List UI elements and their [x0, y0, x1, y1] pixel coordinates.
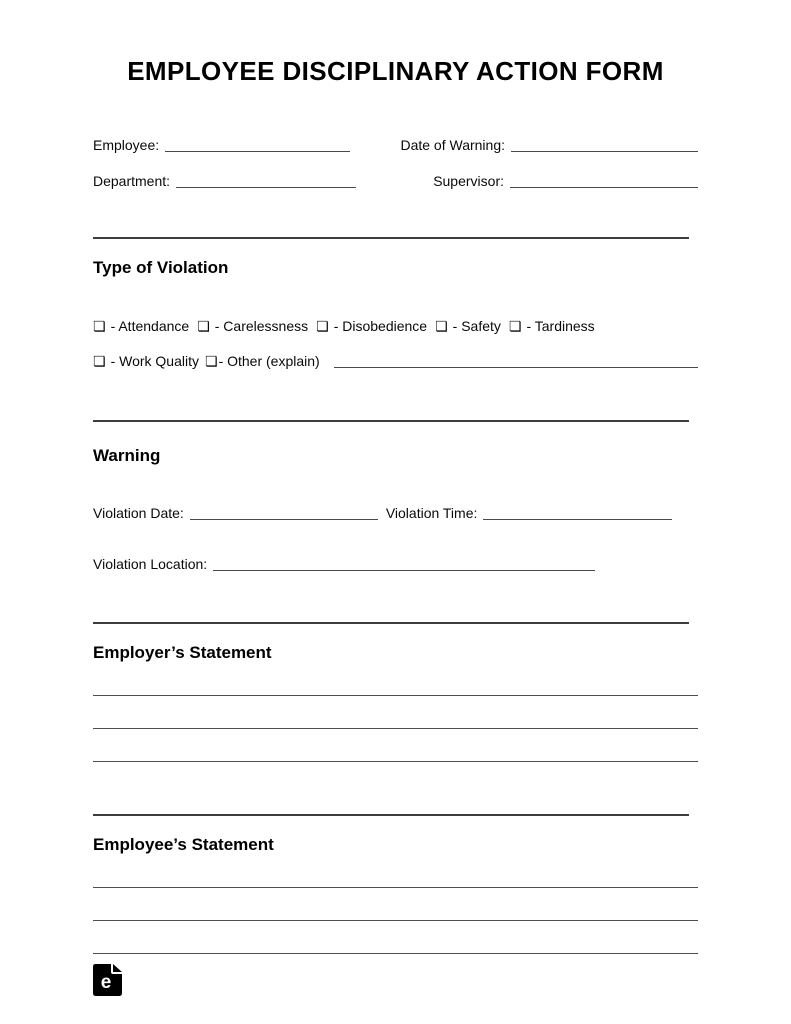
employee-field	[93, 136, 350, 154]
section-divider	[93, 420, 689, 422]
violation-date-field	[93, 504, 378, 522]
checkbox-carelessness[interactable]	[197, 318, 308, 335]
date-of-warning-field	[400, 136, 698, 154]
violation-location-field	[93, 555, 595, 573]
violation-date-input-line[interactable]	[190, 506, 378, 520]
department-input-line[interactable]	[176, 174, 356, 188]
section-divider	[93, 814, 689, 816]
checkbox-icon: ❏	[508, 318, 522, 334]
checkbox-attendance[interactable]	[93, 318, 189, 335]
checkbox-work-quality[interactable]	[93, 353, 199, 370]
date-of-warning-input-line[interactable]	[511, 138, 698, 152]
checkbox-safety[interactable]	[435, 318, 501, 335]
violation-date-time-row	[93, 504, 698, 522]
violation-location-row	[93, 555, 698, 573]
checkbox-disobedience[interactable]	[316, 318, 427, 335]
employer-statement-line-1[interactable]	[93, 663, 698, 696]
checkbox-attendance-label: - Attendance	[110, 318, 190, 334]
section-divider	[93, 237, 689, 239]
employee-label: Employee:	[93, 137, 160, 153]
checkbox-other-label: - Other (explain)	[218, 353, 320, 369]
other-explain-input-line[interactable]	[334, 354, 698, 368]
employee-statement-line-3[interactable]	[93, 921, 698, 954]
checkbox-icon: ❏	[93, 353, 106, 369]
checkbox-work-quality-label: - Work Quality	[110, 353, 199, 369]
department-field	[93, 172, 356, 190]
employer-statement-heading: Employer’s Statement	[93, 643, 272, 662]
checkbox-other[interactable]	[205, 353, 320, 370]
checkbox-icon: ❏	[205, 353, 218, 369]
employer-statement-line-2[interactable]	[93, 696, 698, 729]
violation-options-row-1	[93, 318, 698, 335]
checkbox-icon: ❏	[435, 318, 448, 334]
checkbox-icon: ❏	[316, 318, 329, 334]
type-of-violation-heading: Type of Violation	[93, 258, 229, 277]
document-page-icon	[93, 964, 122, 996]
checkbox-safety-label: - Safety	[452, 318, 501, 334]
eforms-logo	[93, 964, 122, 996]
supervisor-input-line[interactable]	[510, 174, 698, 188]
employer-statement-line-3[interactable]	[93, 729, 698, 762]
employee-statement-line-2[interactable]	[93, 888, 698, 921]
supervisor-field	[433, 172, 698, 190]
violation-time-label: Violation Time:	[385, 505, 478, 521]
form-title: EMPLOYEE DISCIPLINARY ACTION FORM	[127, 56, 664, 86]
violation-location-input-line[interactable]	[213, 557, 595, 571]
department-label: Department:	[93, 173, 171, 189]
violation-time-field	[386, 504, 673, 522]
checkbox-icon: ❏	[197, 318, 210, 334]
checkbox-icon: ❏	[93, 318, 106, 334]
section-divider	[93, 622, 689, 624]
violation-date-label: Violation Date:	[93, 505, 184, 521]
eforms-logo-letter: e	[100, 972, 112, 993]
checkbox-disobedience-label: - Disobedience	[333, 318, 428, 334]
supervisor-label: Supervisor:	[433, 173, 504, 189]
date-of-warning-label: Date of Warning:	[400, 137, 505, 153]
employee-statement-line-1[interactable]	[93, 855, 698, 888]
violation-options-row-2	[93, 352, 698, 370]
violation-time-input-line[interactable]	[483, 506, 672, 520]
header-row-2	[93, 172, 698, 190]
checkbox-tardiness-label: - Tardiness	[526, 318, 595, 334]
warning-heading: Warning	[93, 446, 161, 465]
checkbox-carelessness-label: - Carelessness	[214, 318, 309, 334]
checkbox-tardiness[interactable]	[509, 318, 595, 335]
violation-location-label: Violation Location:	[93, 556, 208, 572]
employee-input-line[interactable]	[165, 138, 350, 152]
employee-statement-heading: Employee’s Statement	[93, 835, 274, 854]
header-row-1	[93, 136, 698, 154]
